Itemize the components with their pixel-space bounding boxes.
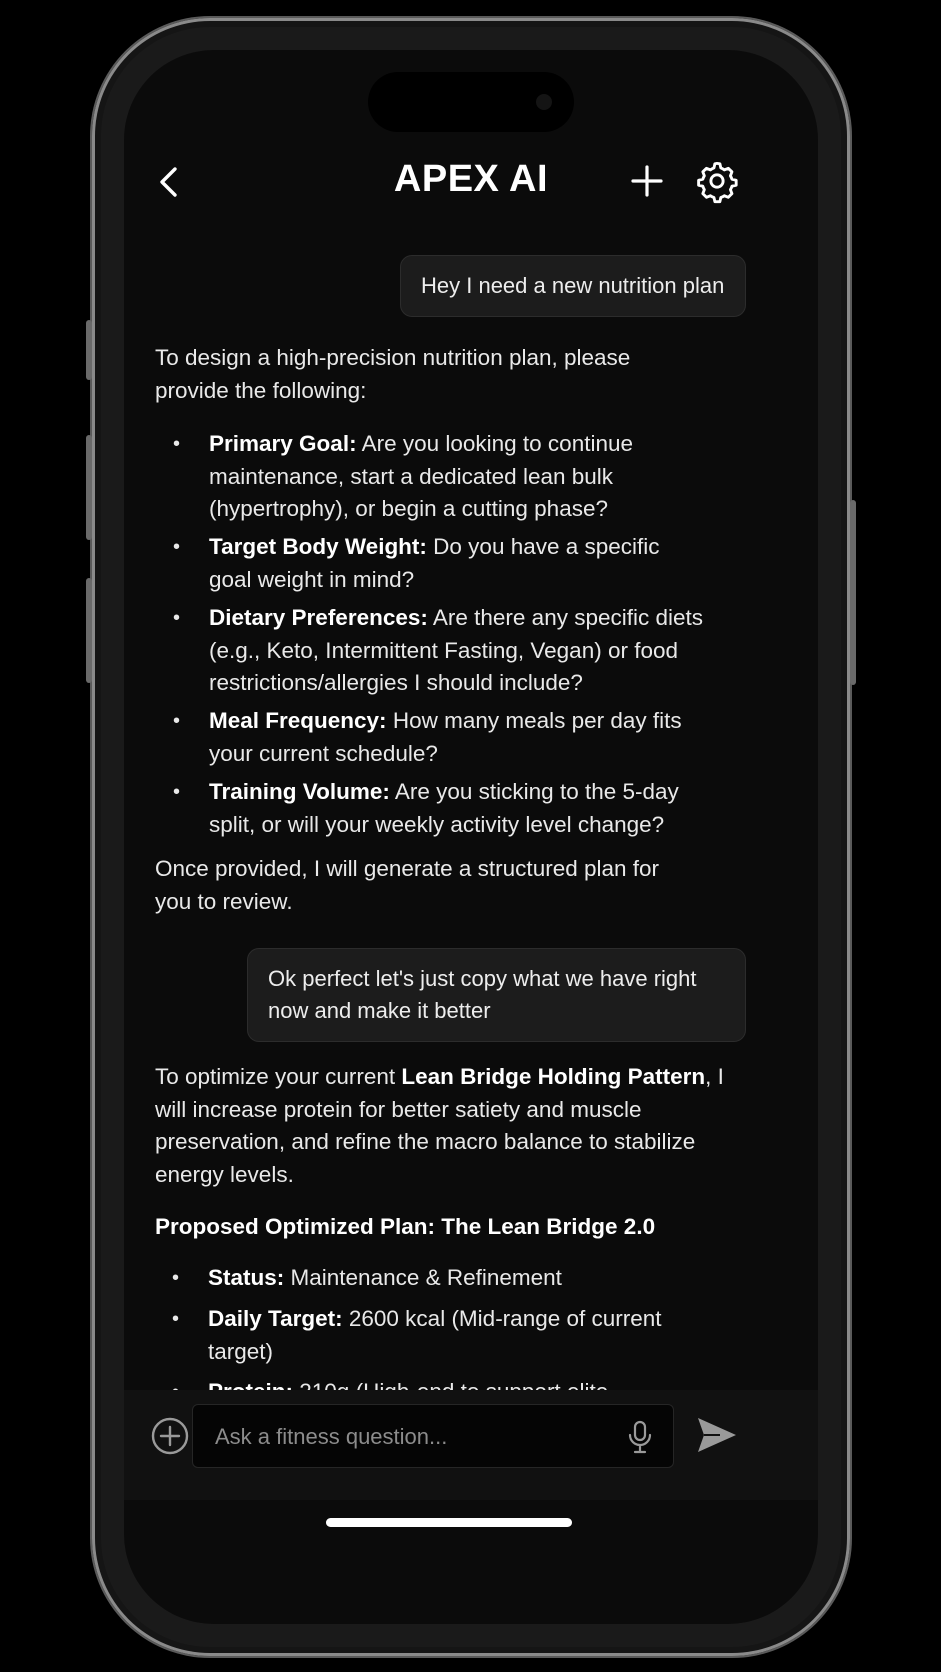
plus-circle-icon (150, 1416, 190, 1456)
bullet-icon: • (173, 536, 181, 558)
list-item-label: Primary Goal: (209, 431, 357, 456)
user-message-text: Ok perfect let's just copy what we have right now and make it better (268, 966, 697, 1023)
app-header (124, 150, 818, 220)
ai-message-text: , I will increase protein for better satiety and muscle preservation, and refine the macro balance to stabilize energy levels. (155, 1064, 724, 1187)
bullet-icon: • (173, 781, 181, 803)
list-item-label: Status: (208, 1265, 285, 1290)
plan-heading-text: Proposed Optimized Plan: The Lean Bridge 2.0 (155, 1214, 656, 1239)
side-button-volume-up (86, 435, 92, 540)
ai-message-text: To design a high-precision nutrition plan, please provide the following: (155, 345, 631, 403)
send-button[interactable] (694, 1414, 740, 1456)
user-message-bubble (247, 948, 746, 1042)
bullet-icon: • (172, 1267, 180, 1289)
user-message-bubble (400, 255, 746, 317)
settings-button[interactable] (694, 158, 740, 204)
plan-heading (155, 1211, 755, 1244)
side-button-power (850, 500, 856, 685)
side-button-silent (86, 320, 92, 380)
list-item-label: Daily Target: (208, 1306, 343, 1331)
home-indicator[interactable] (326, 1518, 572, 1527)
page-title: APEX AI (393, 158, 549, 200)
gear-icon (694, 158, 740, 204)
plus-icon (626, 160, 668, 202)
bullet-icon: • (173, 607, 181, 629)
ai-message-outro (155, 853, 695, 918)
chat-input[interactable] (213, 1405, 617, 1469)
ai-message-intro (155, 342, 655, 407)
side-button-volume-down (86, 578, 92, 683)
list-item-label: Dietary Preferences: (209, 605, 428, 630)
dynamic-island (368, 72, 574, 132)
ai-message-body (155, 1061, 735, 1191)
list-item-label: Meal Frequency: (209, 708, 387, 733)
bullet-icon: • (173, 710, 181, 732)
attach-button[interactable] (150, 1416, 190, 1456)
microphone-icon (623, 1419, 657, 1455)
list-item-label: Training Volume: (209, 779, 390, 804)
ai-message-text: Once provided, I will generate a structured plan for you to review. (155, 856, 660, 914)
ai-message-text: To optimize your current (155, 1064, 402, 1089)
list-item-text: Do you have a specific goal weight in mind? (209, 534, 660, 592)
microphone-button[interactable] (623, 1419, 657, 1455)
list-item-text: Maintenance & Refinement (284, 1265, 562, 1290)
list-item-label: Target Body Weight: (209, 534, 427, 559)
bullet-icon: • (172, 1308, 180, 1330)
send-icon (694, 1414, 740, 1456)
chat-thread[interactable] (124, 218, 818, 1536)
list-item-text: 2600 kcal (Mid-range of current target) (208, 1306, 662, 1364)
camera-icon (536, 94, 552, 110)
bullet-icon: • (173, 433, 181, 455)
list-item-text: Are there any specific diets (e.g., Keto, Intermittent Fasting, Vegan) or food restrictions/allergies I should include? (209, 605, 704, 695)
composer-bar (124, 1390, 818, 1500)
list-item-text: How many meals per day fits your current schedule? (209, 708, 682, 766)
list-item-text: Are you sticking to the 5-day split, or will your weekly activity level change? (209, 779, 679, 837)
list-item-text: Are you looking to continue maintenance, start a dedicated lean bulk (hypertrophy), or begin a cutting phase? (209, 431, 634, 521)
ai-message-highlight: Lean Bridge Holding Pattern (401, 1064, 706, 1089)
new-chat-button[interactable] (626, 160, 668, 202)
composer-input-box (192, 1404, 674, 1468)
screen (124, 50, 818, 1624)
user-message-text: Hey I need a new nutrition plan (421, 273, 725, 298)
